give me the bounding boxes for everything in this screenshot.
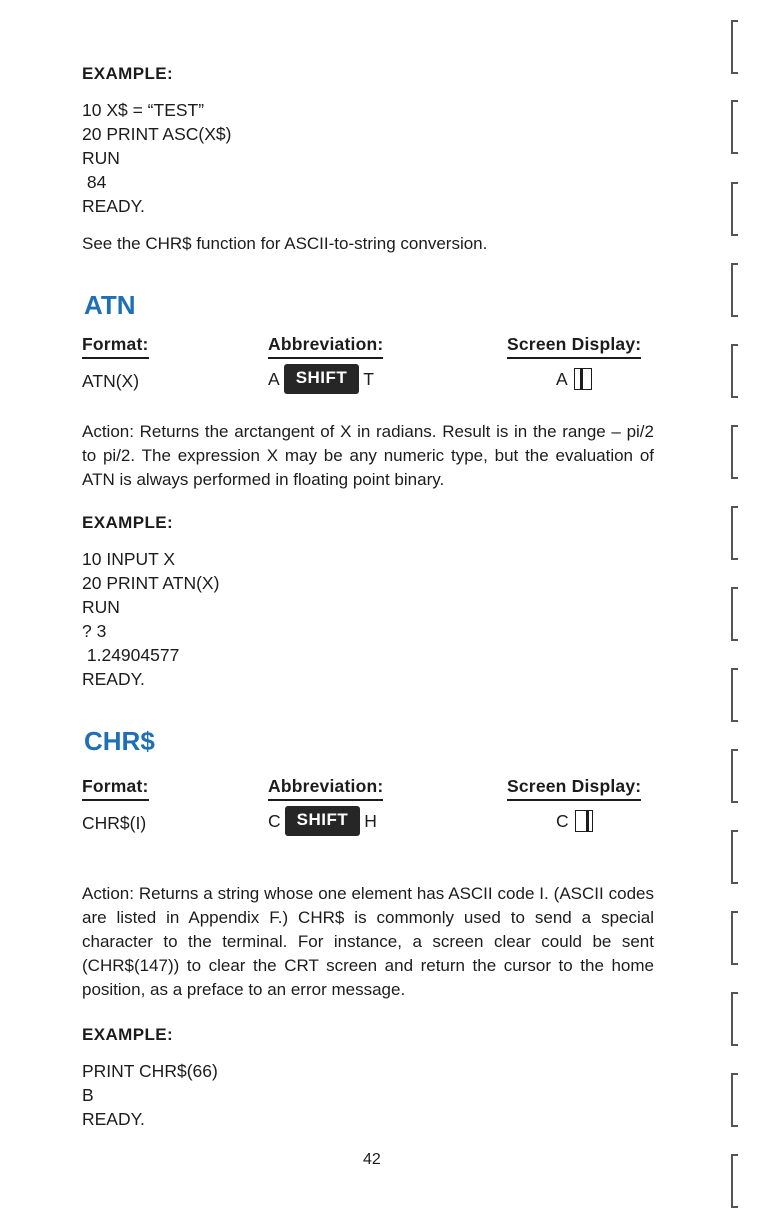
format-value: ATN(X) (82, 371, 140, 391)
code-line: READY. (82, 669, 145, 689)
edge-bracket (731, 20, 738, 74)
code-line: B (82, 1085, 94, 1105)
shift-key: SHIFT (285, 806, 361, 836)
code-block (82, 1059, 218, 1131)
code-line: 10 X$ = “TEST” (82, 100, 205, 120)
note-text: See the CHR$ function for ASCII-to-string conversion. (82, 234, 488, 253)
format-header: Format: (82, 776, 149, 801)
abbr-suffix: H (364, 810, 377, 831)
screen-display (556, 368, 592, 390)
abbreviation-header: Abbreviation: (268, 334, 383, 359)
abbreviation (268, 806, 377, 836)
edge-bracket (731, 182, 738, 236)
code-line: RUN (82, 148, 120, 168)
action-text: Action: Returns the arctangent of X in radians. Result is in the range – pi/2 to pi/2. The expression X may be any numeric type, but the evaluation of ATN is always performed in floating point binary. (82, 422, 654, 489)
code-line: PRINT CHR$(66) (82, 1061, 218, 1081)
code-line: 10 INPUT X (82, 549, 176, 569)
code-line: ? 3 (82, 621, 107, 641)
shift-key: SHIFT (284, 364, 360, 394)
code-block (82, 547, 219, 691)
example-label: EXAMPLE: (82, 64, 174, 83)
edge-bracket (731, 668, 738, 722)
abbr-prefix: C (268, 810, 281, 831)
section-title-atn: ATN (84, 290, 136, 320)
code-line: 20 PRINT ASC(X$) (82, 124, 232, 144)
edge-bracket (731, 100, 738, 154)
abbr-prefix: A (268, 368, 280, 389)
code-line: READY. (82, 196, 145, 216)
abbr-suffix: T (363, 368, 374, 389)
edge-bracket (731, 263, 738, 317)
example-label: EXAMPLE: (82, 513, 174, 532)
edge-bracket (731, 992, 738, 1046)
code-line: 20 PRINT ATN(X) (82, 573, 220, 593)
edge-bracket (731, 749, 738, 803)
section-title-chrs: CHR$ (84, 726, 155, 756)
screen-display-header: Screen Display: (507, 334, 641, 359)
cursor-graphic-icon (575, 810, 593, 832)
edge-bracket (731, 506, 738, 560)
edge-bracket (731, 1073, 738, 1127)
code-line: 84 (82, 172, 107, 192)
cursor-graphic-icon (574, 368, 592, 390)
action-text: Action: Returns a string whose one element has ASCII code I. (ASCII codes are listed in Appendix F.) CHR$ is commonly used to send a special character to the terminal. For instance, a screen clear could be sent (CHR$(147)) to clear the CRT screen and return the cursor to the home position, as a preface to an error message. (82, 884, 654, 999)
format-value: CHR$(I) (82, 813, 147, 833)
format-header: Format: (82, 334, 149, 359)
abbreviation (268, 364, 374, 394)
code-block (82, 98, 231, 218)
edge-bracket (731, 344, 738, 398)
page-number: 42 (363, 1151, 381, 1168)
screen-display-header: Screen Display: (507, 776, 641, 801)
code-line: 1.24904577 (82, 645, 180, 665)
edge-bracket (731, 830, 738, 884)
abbreviation-header: Abbreviation: (268, 776, 383, 801)
example-label: EXAMPLE: (82, 1025, 174, 1044)
edge-bracket (731, 587, 738, 641)
edge-bracket (731, 1154, 738, 1208)
code-line: READY. (82, 1109, 145, 1129)
screen-display (556, 810, 593, 832)
code-line: RUN (82, 597, 120, 617)
screen-char: C (556, 810, 569, 831)
edge-bracket (731, 425, 738, 479)
screen-char: A (556, 368, 568, 389)
edge-bracket (731, 911, 738, 965)
